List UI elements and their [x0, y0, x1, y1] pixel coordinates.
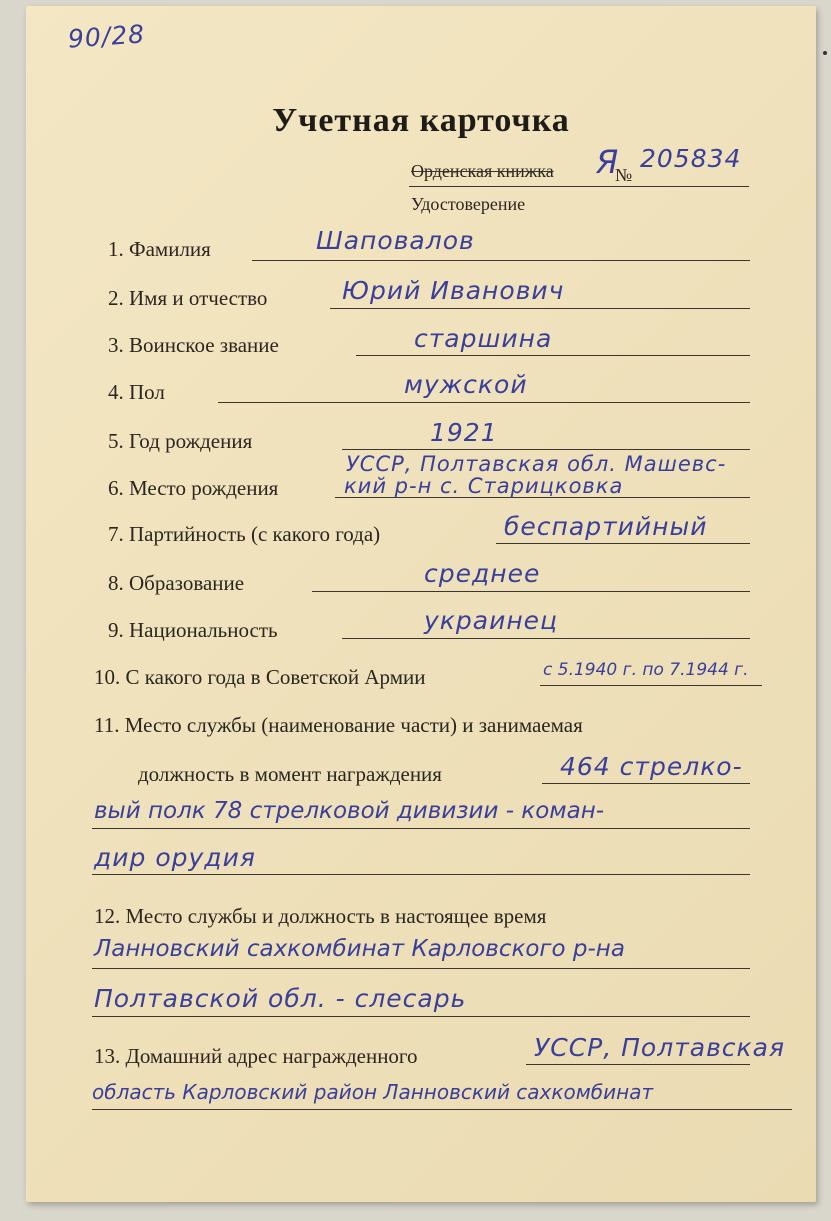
field-8-label: 8. Образование: [108, 571, 245, 595]
corner-note: 90/28: [67, 19, 146, 54]
field-6-label: 6. Место рождения: [108, 476, 279, 500]
record-card: [26, 6, 816, 1202]
field-8-line: [312, 591, 750, 592]
field-2-value: Юрий Иванович: [342, 276, 565, 305]
field-11-label-line2: должность в момент награждения: [138, 762, 442, 786]
field-6-value-line2: кий р-н с. Старицковка: [344, 474, 624, 498]
field-7-line: [496, 543, 750, 544]
field-5-label: 5. Год рождения: [108, 429, 253, 453]
field-1-label: 1. Фамилия: [108, 237, 211, 261]
field-4-value: мужской: [404, 370, 528, 399]
field-2-line: [330, 308, 750, 309]
field-11-value-line1: 464 стрелко-: [560, 752, 743, 781]
field-2-label: 2. Имя и отчество: [108, 286, 268, 310]
doc-type-struck: Орденская книжка: [411, 161, 554, 181]
field-11-value-line3: дир орудия: [94, 843, 256, 872]
field-4-label: 4. Пол: [108, 380, 165, 404]
field-9-label: 9. Национальность: [108, 618, 278, 642]
field-12-line1: [92, 968, 750, 969]
field-11-line3: [92, 874, 750, 875]
field-12-line2: [92, 1016, 750, 1017]
field-13-value-line1: УССР, Полтавская: [534, 1033, 786, 1062]
field-11-line1: [542, 783, 750, 784]
field-7-value: беспартийный: [504, 512, 708, 541]
doc-number-prefix: Я: [596, 143, 620, 181]
doc-type-line: [409, 186, 749, 187]
field-12-label: 12. Место службы и должность в настоящее время: [94, 904, 547, 928]
field-11-value-line2: вый полк 78 стрелковой дивизии - коман-: [94, 798, 605, 824]
field-5-value: 1921: [430, 418, 498, 447]
field-10-line: [540, 685, 762, 686]
field-9-line: [342, 638, 750, 639]
field-3-line: [356, 355, 750, 356]
field-9-value: украинец: [424, 606, 559, 635]
doc-number: 205834: [640, 144, 742, 173]
card-title: Учетная карточка: [272, 102, 570, 139]
field-13-line2: [92, 1109, 792, 1110]
field-4-line: [218, 402, 750, 403]
field-3-value: старшина: [414, 324, 553, 353]
field-6-value-line1: УССР, Полтавская обл. Машевс-: [346, 452, 727, 476]
field-5-line: [342, 449, 750, 450]
field-11-line2: [92, 828, 750, 829]
field-1-line: [252, 260, 750, 261]
field-7-label: 7. Партийность (с какого года): [108, 522, 381, 546]
field-1-value: Шаповалов: [316, 226, 475, 255]
field-13-label: 13. Домашний адрес награжденного: [94, 1044, 418, 1068]
field-13-value-line2: область Карловский район Ланновский сахкомбинат: [92, 1080, 654, 1104]
field-11-label: 11. Место службы (наименование части) и занимаемая: [94, 713, 583, 737]
field-12-value-line1: Ланновский сахкомбинат Карловского р-на: [94, 936, 625, 962]
number-sign: №: [615, 165, 633, 185]
field-12-value-line2: Полтавской обл. - слесарь: [94, 984, 467, 1013]
field-8-value: среднее: [424, 559, 541, 588]
field-13-line1: [526, 1064, 750, 1065]
field-10-value: с 5.1940 г. по 7.1944 г.: [543, 660, 749, 680]
field-10-label: 10. С какого года в Советской Армии: [94, 665, 426, 689]
ink-dot: [823, 51, 827, 55]
field-3-label: 3. Воинское звание: [108, 333, 279, 357]
doc-type-selected: Удостоверение: [411, 194, 526, 214]
